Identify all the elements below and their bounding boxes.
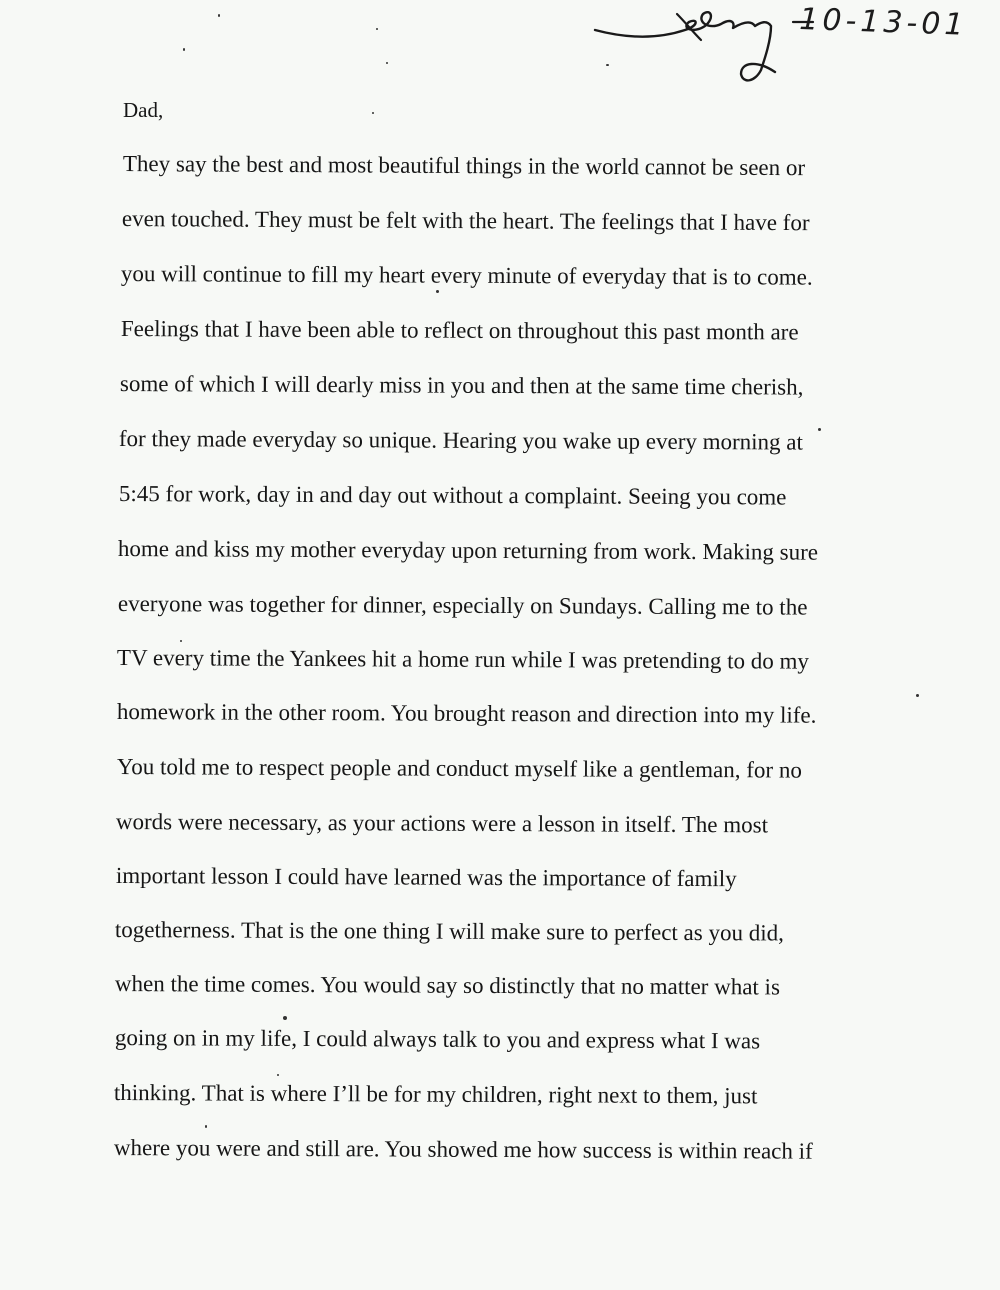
body-line: homework in the other room. You brought reason and direction into my life. <box>116 699 817 728</box>
body-line: words were necessary, as your actions were a lesson in itself. The most <box>115 809 769 838</box>
body-line: You told me to respect people and conduct myself like a gentleman, for no <box>116 754 802 783</box>
handwritten-date: 10-13-01 <box>798 2 969 43</box>
body-line: thinking. That is where I’ll be for my children, right next to them, just <box>113 1080 758 1109</box>
body-line: home and kiss my mother everyday upon returning from work. Making sure <box>117 536 819 565</box>
body-line: even touched. They must be felt with the heart. The feelings that I have for <box>121 205 810 236</box>
body-line: where you were and still are. You showed me how success is within reach if <box>113 1135 813 1164</box>
body-line: some of which I will dearly miss in you and then at the same time cherish, <box>119 371 804 400</box>
body-line: They say the best and most beautiful things in the world cannot be seen or <box>122 150 806 181</box>
body-line: everyone was together for dinner, especially on Sundays. Calling me to the <box>117 591 808 620</box>
body-line: you will continue to fill my heart every minute of everyday that is to come. <box>120 261 813 290</box>
letter-salutation: Dad, <box>123 98 164 122</box>
body-line: when the time comes. You would say so distinctly that no matter what is <box>114 971 781 1000</box>
body-line: togetherness. That is the one thing I will make sure to perfect as you did, <box>114 917 784 946</box>
body-line: Feelings that I have been able to reflect on throughout this past month are <box>120 316 799 345</box>
body-line: TV every time the Yankees hit a home run while I was pretending to do my <box>116 645 809 674</box>
body-line: going on in my life, I could always talk to you and express what I was <box>114 1025 761 1054</box>
body-line: important lesson I could have learned was the importance of family <box>115 863 737 892</box>
body-line: for they made everyday so unique. Hearing you wake up every morning at <box>118 426 804 455</box>
body-line: 5:45 for work, day in and day out without a complaint. Seeing you come <box>118 481 787 510</box>
